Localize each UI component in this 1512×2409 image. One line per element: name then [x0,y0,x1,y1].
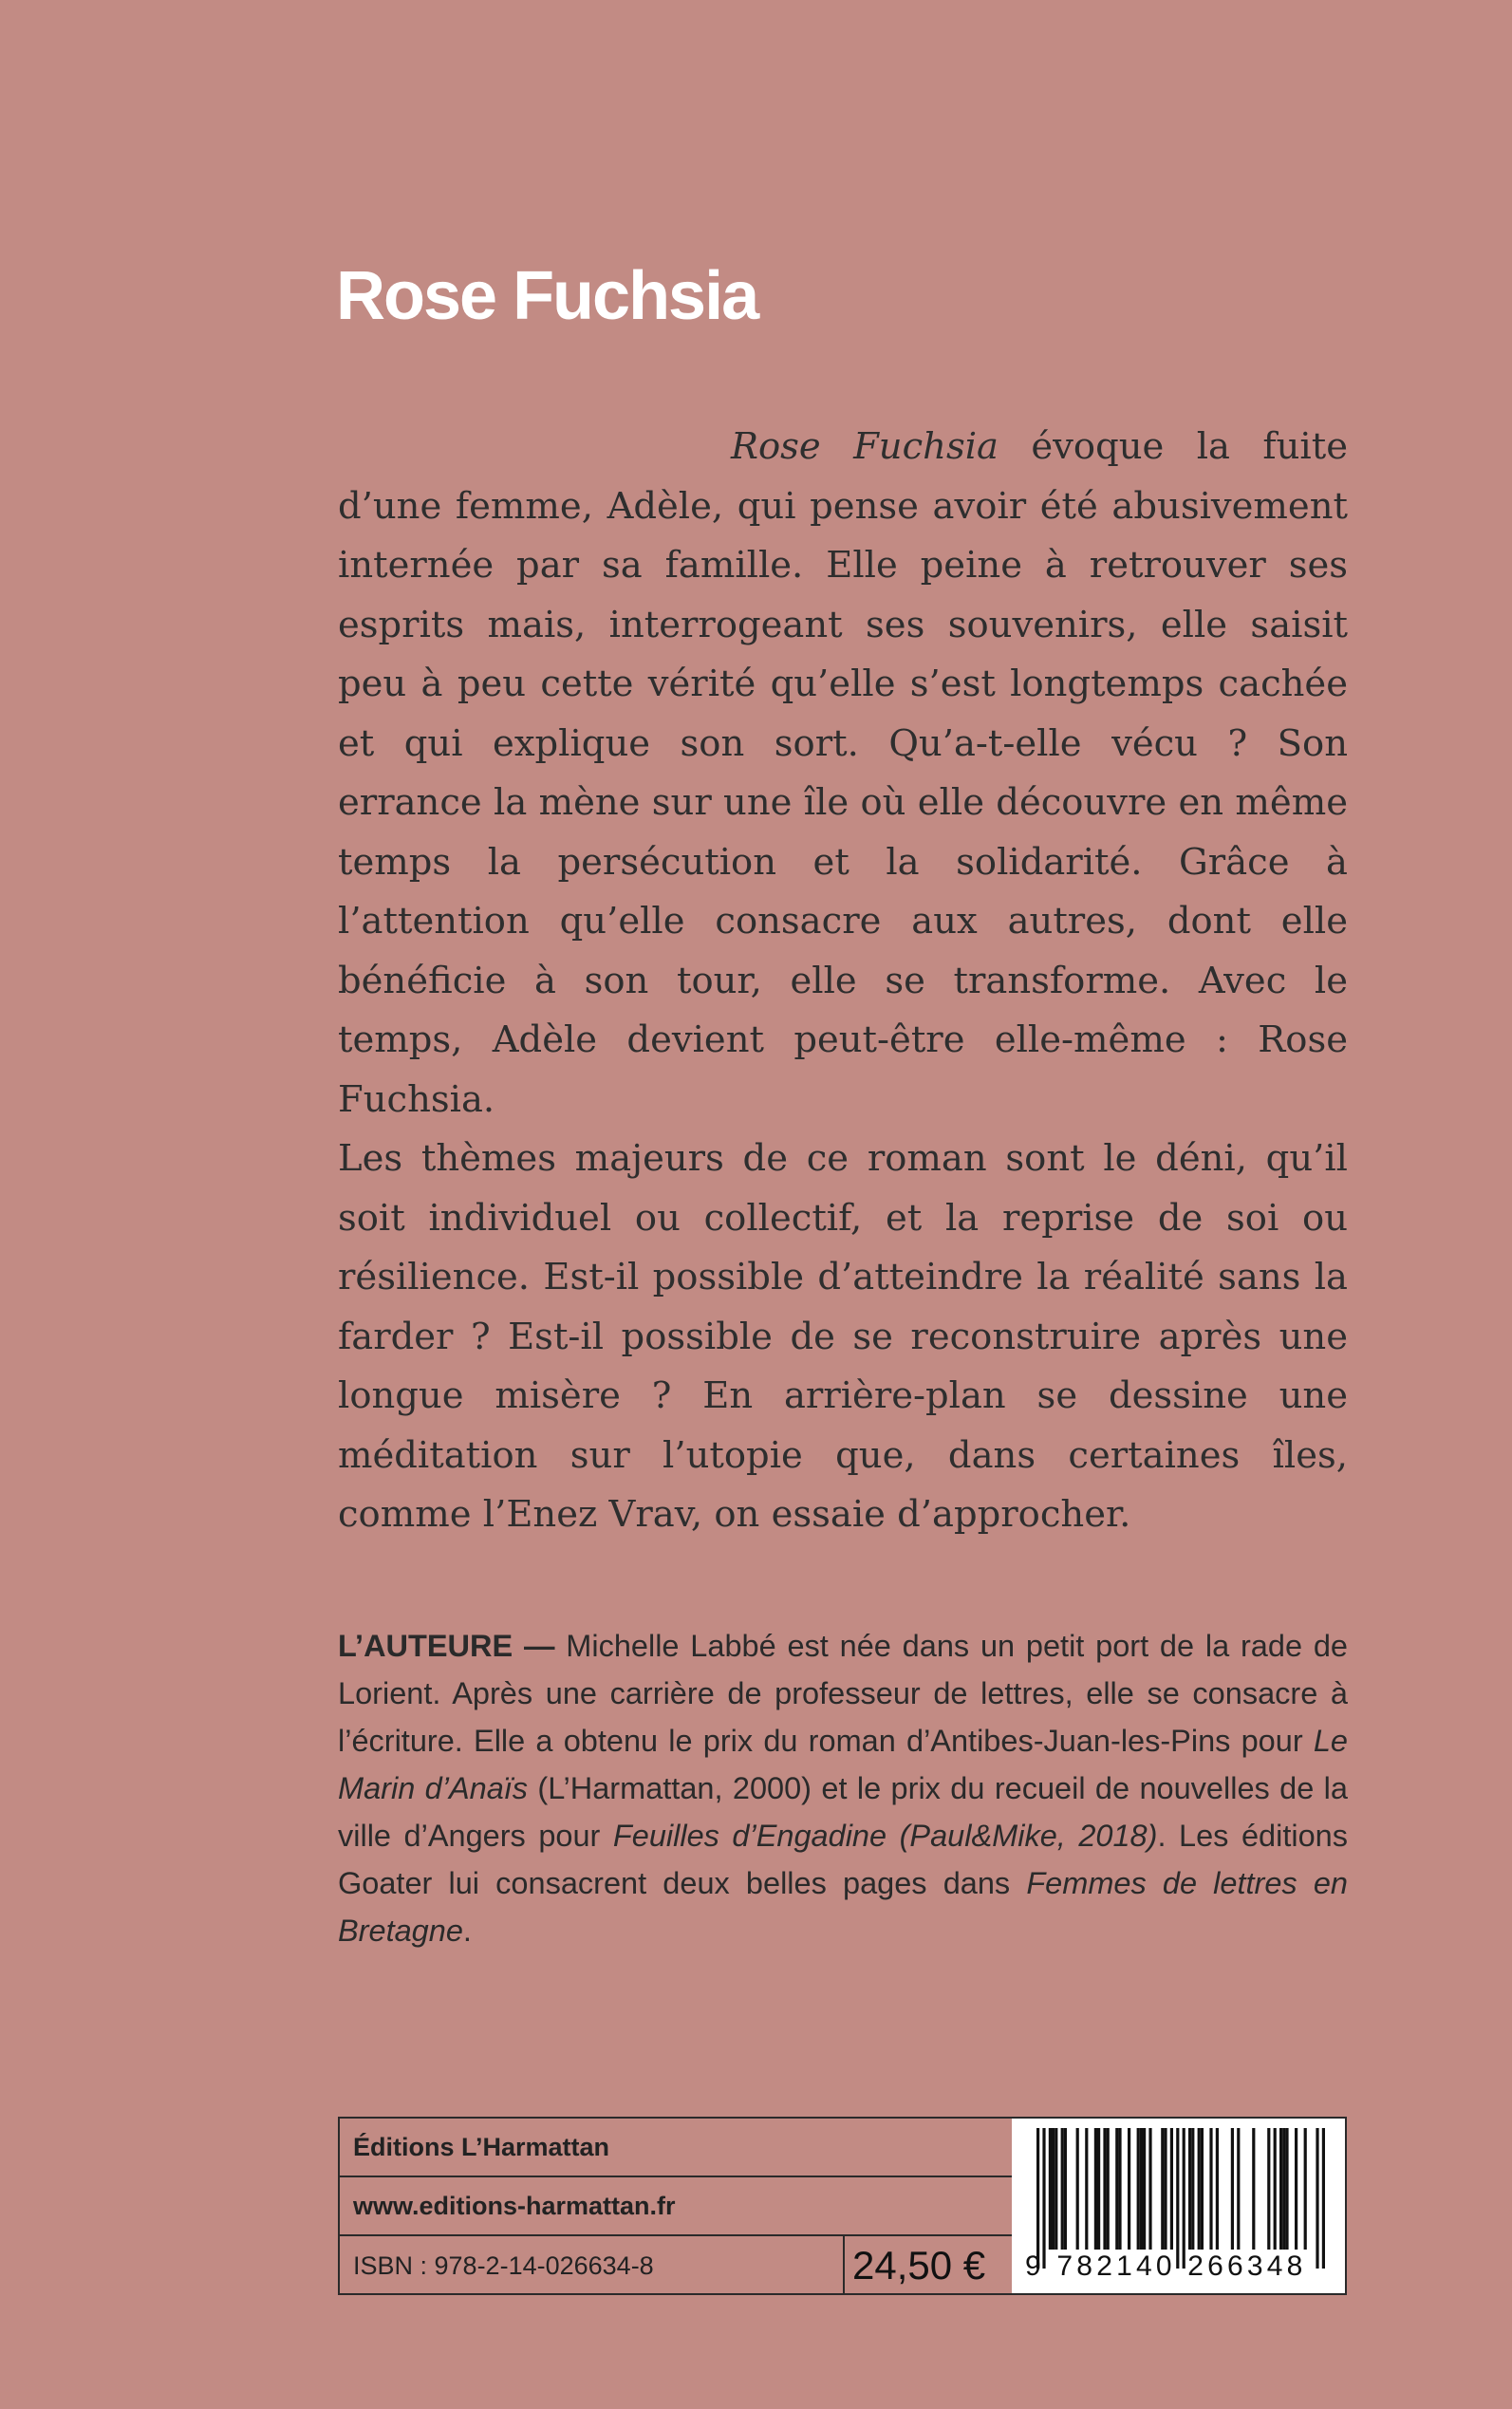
barcode-bar [1137,2128,1140,2250]
barcode-bar [1274,2128,1277,2250]
isbn-price-row [340,2236,1012,2295]
barcode-bar [1094,2128,1097,2250]
barcode-bar [1140,2128,1143,2250]
barcode-bar [1295,2128,1297,2250]
barcode-bar [1267,2128,1270,2250]
barcode-bar [1285,2128,1288,2250]
blurb-text-1: évoque la fuite d’une femme, Adèle, qui pense avoir été abusivement internée par sa famille. Elle peine à retrouver ses esprits mais, interrogeant ses souvenirs, elle saisit peu à peu cette vérité qu’elle s’est longtemps cachée et qui explique son sort. Qu’a-t-elle vécu ? Son errance la mène sur une île où elle découvre en même temps la persécution et la solidarité. Grâce à l’attention qu’elle consacre aux autres, dont elle bénéficie à son tour, elle se transforme. Avec le temps, Adèle devient peut-être elle-même : Rose Fuchsia. [338,425,1348,1121]
barcode-bar [1097,2128,1100,2250]
author-label: L’AUTEURE — [338,1629,555,1663]
barcode-bar [1170,2128,1173,2250]
barcode-bar [1143,2128,1146,2250]
author-bio [338,1622,1348,1954]
barcode-bar [1049,2128,1052,2250]
author-book-3: Femmes de lettres en Bretagne [338,1866,1348,1948]
author-text-2: (L’Harmattan, 2000) et le prix du recueil de nouvelles de la ville d’Angers pour [338,1771,1348,1853]
barcode-bar [1085,2128,1088,2250]
barcode-bar [1076,2128,1079,2250]
isbn-number: ISBN : 978-2-14-026634-8 [353,2251,654,2280]
barcode-bar [1148,2128,1151,2250]
publisher-name: Éditions L’Harmattan [340,2119,1012,2177]
barcode-bar [1118,2128,1121,2250]
imprint-box [338,2117,1347,2295]
author-book-1: Le Marin d’Anaïs [338,1724,1348,1805]
barcode-bar [1164,2128,1167,2250]
blurb-title-italic: Rose Fuchsia [731,425,999,468]
barcode-bar [1304,2128,1307,2250]
author-text-4: . [462,1914,472,1948]
barcode-bar [1064,2128,1067,2250]
barcode-bar [1161,2128,1164,2250]
barcode [1012,2119,1345,2293]
barcode-bar [1209,2128,1212,2250]
author-text-3: . Les éditions Goater lui consacrent deux belles pages dans [338,1819,1348,1900]
barcode-bar [1198,2128,1201,2250]
barcode-bar [1052,2128,1055,2250]
barcode-bar [1231,2128,1234,2250]
barcode-bar [1188,2128,1191,2250]
barcode-bar [1252,2128,1255,2250]
book-title: Rose Fuchsia [336,258,758,334]
barcode-bar [1107,2128,1110,2250]
barcode-bar [1061,2128,1064,2250]
blurb-paragraph-2: Les thèmes majeurs de ce roman sont le déni, qu’il soit individuel ou collectif, et la reprise de soi ou résilience. Est-il possible d’atteindre la réalité sans la farder ? Est-il possible de se reconstruire après une longue misère ? En arrière-plan se dessine une méditation sur l’utopie que, dans certaines îles, comme l’Enez Vrav, on essaie d’approcher. [338,1137,1348,1536]
barcode-bar [1237,2128,1240,2250]
blurb-paragraph-1 [338,418,1348,1130]
barcode-bar [1128,2128,1130,2250]
barcode-digits: 9 782140 266348 [1025,2250,1307,2282]
barcode-bar [1115,2128,1118,2250]
price-tag: 24,50 € [843,2236,1012,2295]
barcode-bar [1216,2128,1219,2250]
barcode-bar [1103,2128,1106,2250]
book-blurb [338,418,1348,1545]
barcode-bar [1282,2128,1285,2250]
barcode-bar [1201,2128,1204,2250]
barcode-bar [1191,2128,1194,2250]
author-book-2: Feuilles d’Engadine (Paul&Mike, 2018) [612,1819,1158,1853]
barcode-bar [1279,2128,1282,2250]
barcode-bar [1055,2128,1057,2250]
author-text-1: Michelle Labbé est née dans un petit port de la rade de Lorient. Après une carrière de professeur de lettres, elle se consacre à l’écriture. Elle a obtenu le prix du roman d’Antibes-Juan-les-Pins pour [338,1629,1348,1758]
publisher-website: www.editions-harmattan.fr [340,2177,1012,2236]
